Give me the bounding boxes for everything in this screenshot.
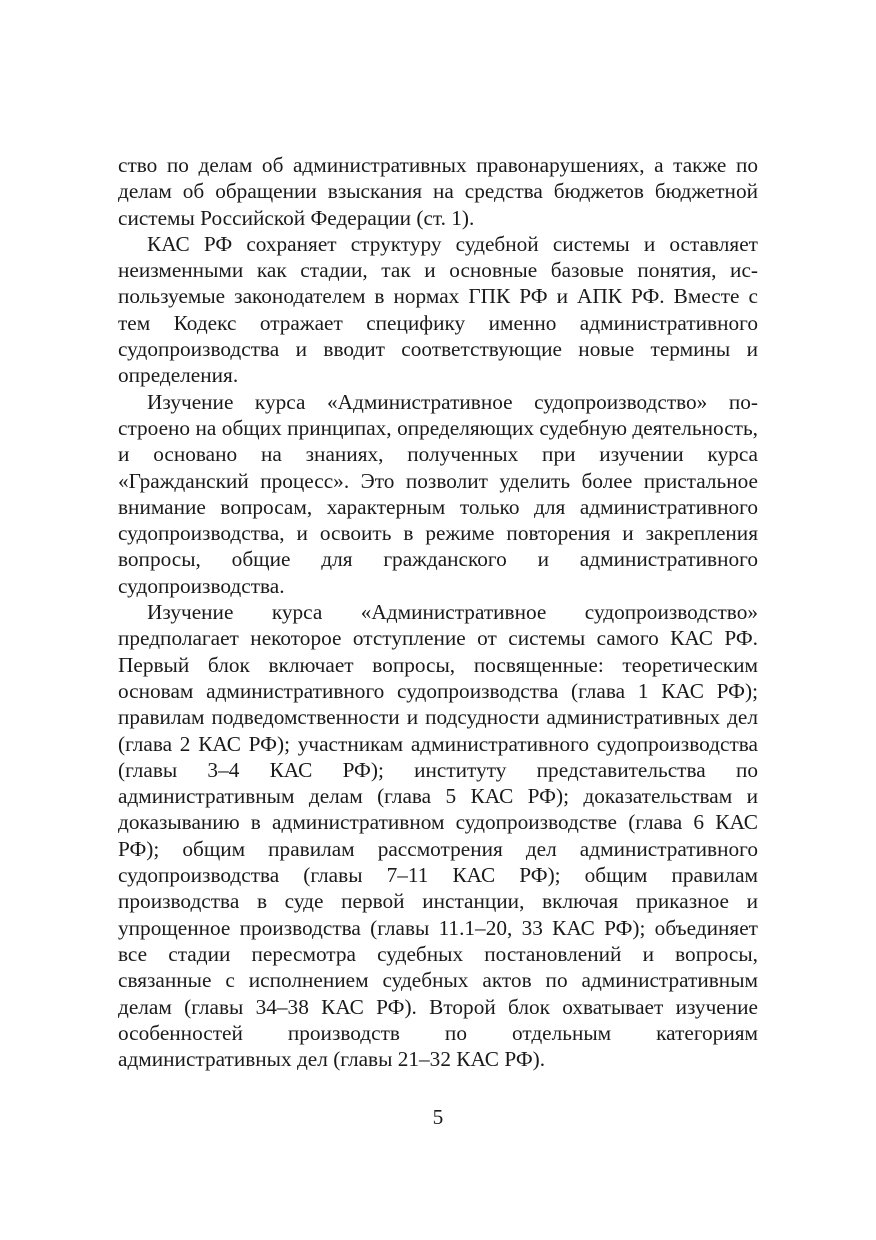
paragraph: Изучение курса «Административное судопроизводство» построено на общих принципах, определяющих судебную деятельность, и основано на знаниях, полученных при изучении курса «Гражданский процесс». Это позволит уделить более пристальное внимание вопросам, характерным только для административного судопроизводства, и освоить в режиме повторения и закрепления вопросы, общие для гражданского и административного судопроизводства. xyxy=(118,389,758,598)
paragraph: Изучение курса «Административное судопроизводство» предполагает некоторое отступление от системы самого КАС РФ. Первый блок включает вопросы, посвященные: теоретическим основам административного судопроизводства (глава 1 КАС РФ); правилам подведомственности и подсудности административных дел (глава 2 КАС РФ); участникам административного судопроизводства (главы 3–4 КАС РФ); институту представительства по административным делам (глава 5 КАС РФ); доказательствам и доказыванию в административном судопроизводстве (глава 6 КАС РФ); общим правилам рассмотрения дел административного судопроизводства (главы 7–11 КАС РФ); общим правилам производства в суде первой инстанции, включая приказное и упрощенное производства (главы 11.1–20, 33 КАС РФ); объединяет все стадии пересмотра судебных постановлений и вопросы, связанные с исполнением судебных актов по административным делам (главы 34–38 КАС РФ). Второй блок охватывает изучение особенностей производств по отдельным категориям административных дел (главы 21–32 КАС РФ). xyxy=(118,600,758,1072)
body-text xyxy=(118,152,758,1072)
paragraph: КАС РФ сохраняет структуру судебной системы и оставляет неизменными как стадии, так и основные базовые понятия, используемые законодателем в нормах ГПК РФ и АПК РФ. Вместе с тем Кодекс отражает специфику именно административного судопроизводства и вводит соответствующие новые термины и определения. xyxy=(118,231,758,388)
paragraph-continued: ство по делам об административных правонарушениях, а также по делам об обращении взыскания на средства бюджетов бюджетной системы Российской Федерации (ст. 1). xyxy=(118,153,758,230)
page-number: 5 xyxy=(432,1105,444,1129)
